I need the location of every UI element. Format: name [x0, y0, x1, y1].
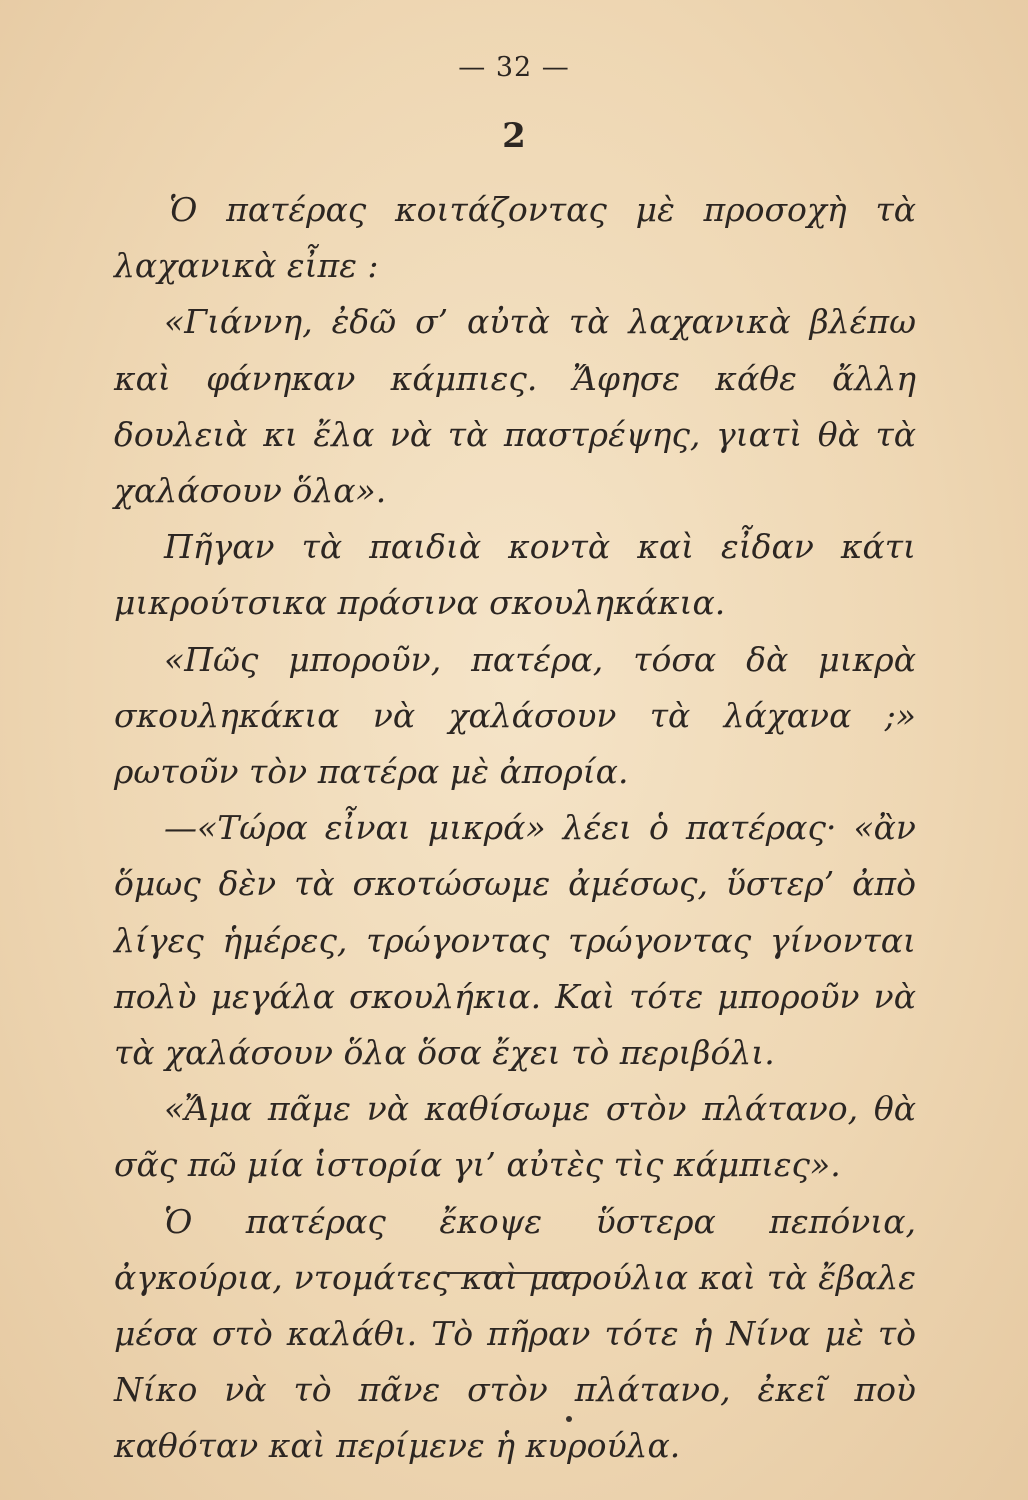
paragraph: —«Τώρα εἶναι μικρά» λέει ὁ πατέρας· «ἂν ὅμως δὲν τὰ σκοτώσωμε ἀμέσως, ὕστερ’ ἀπὸ λίγες ἡμέρες, τρώγοντας τρώγοντας γίνονται πολὺ μεγάλα σκουλήκια. Καὶ τότε μποροῦν νὰ τὰ χαλάσουν ὅλα ὅσα ἔχει τὸ περιβόλι. — [114, 808, 916, 1073]
paragraph: Πῆγαν τὰ παιδιὰ κοντὰ καὶ εἶδαν κάτι μικρούτσικα πράσινα σκουληκάκια. — [114, 527, 916, 623]
paragraph: «Γιάννη, ἐδῶ σ’ αὐτὰ τὰ λαχανικὰ βλέπω καὶ φάνηκαν κάμπιες. Ἄφησε κάθε ἄλλη δουλειὰ κι ἔλα νὰ τὰ παστρέψης, γιατὶ θὰ τὰ χαλάσουν ὅλα». — [114, 302, 916, 511]
page-number: — 32 — — [458, 52, 570, 83]
paragraph: «Ἄμα πᾶμε νὰ καθίσωμε στὸν πλάτανο, θὰ σᾶς πῶ μία ἱστορία γι’ αὐτὲς τὶς κάμπιες». — [114, 1089, 916, 1185]
chapter-number: 2 — [502, 116, 526, 156]
paragraph: Ὁ πατέρας κοιτάζοντας μὲ προσοχὴ τὰ λαχανικὰ εἶπε : — [114, 190, 916, 286]
body-text — [114, 182, 916, 1475]
section-end-rule — [438, 1272, 588, 1274]
paragraph: «Πῶς μποροῦν, πατέρα, τόσα δὰ μικρὰ σκουληκάκια νὰ χαλάσουν τὰ λάχανα ;» ρωτοῦν τὸν πατέρα μὲ ἀπορία. — [114, 639, 916, 792]
ink-speck — [566, 1416, 572, 1422]
paragraph: Ὁ πατέρας ἔκοψε ὕστερα πεπόνια, ἀγκούρια, ντομάτες καὶ μαρούλια καὶ τὰ ἔβαλε μέσα στὸ καλάθι. Τὸ πῆραν τότε ἡ Νίνα μὲ τὸ Νίκο νὰ τὸ πᾶνε στὸν πλάτανο, ἐκεῖ ποὺ καθόταν καὶ περίμενε ἡ κυρούλα. — [114, 1201, 916, 1466]
